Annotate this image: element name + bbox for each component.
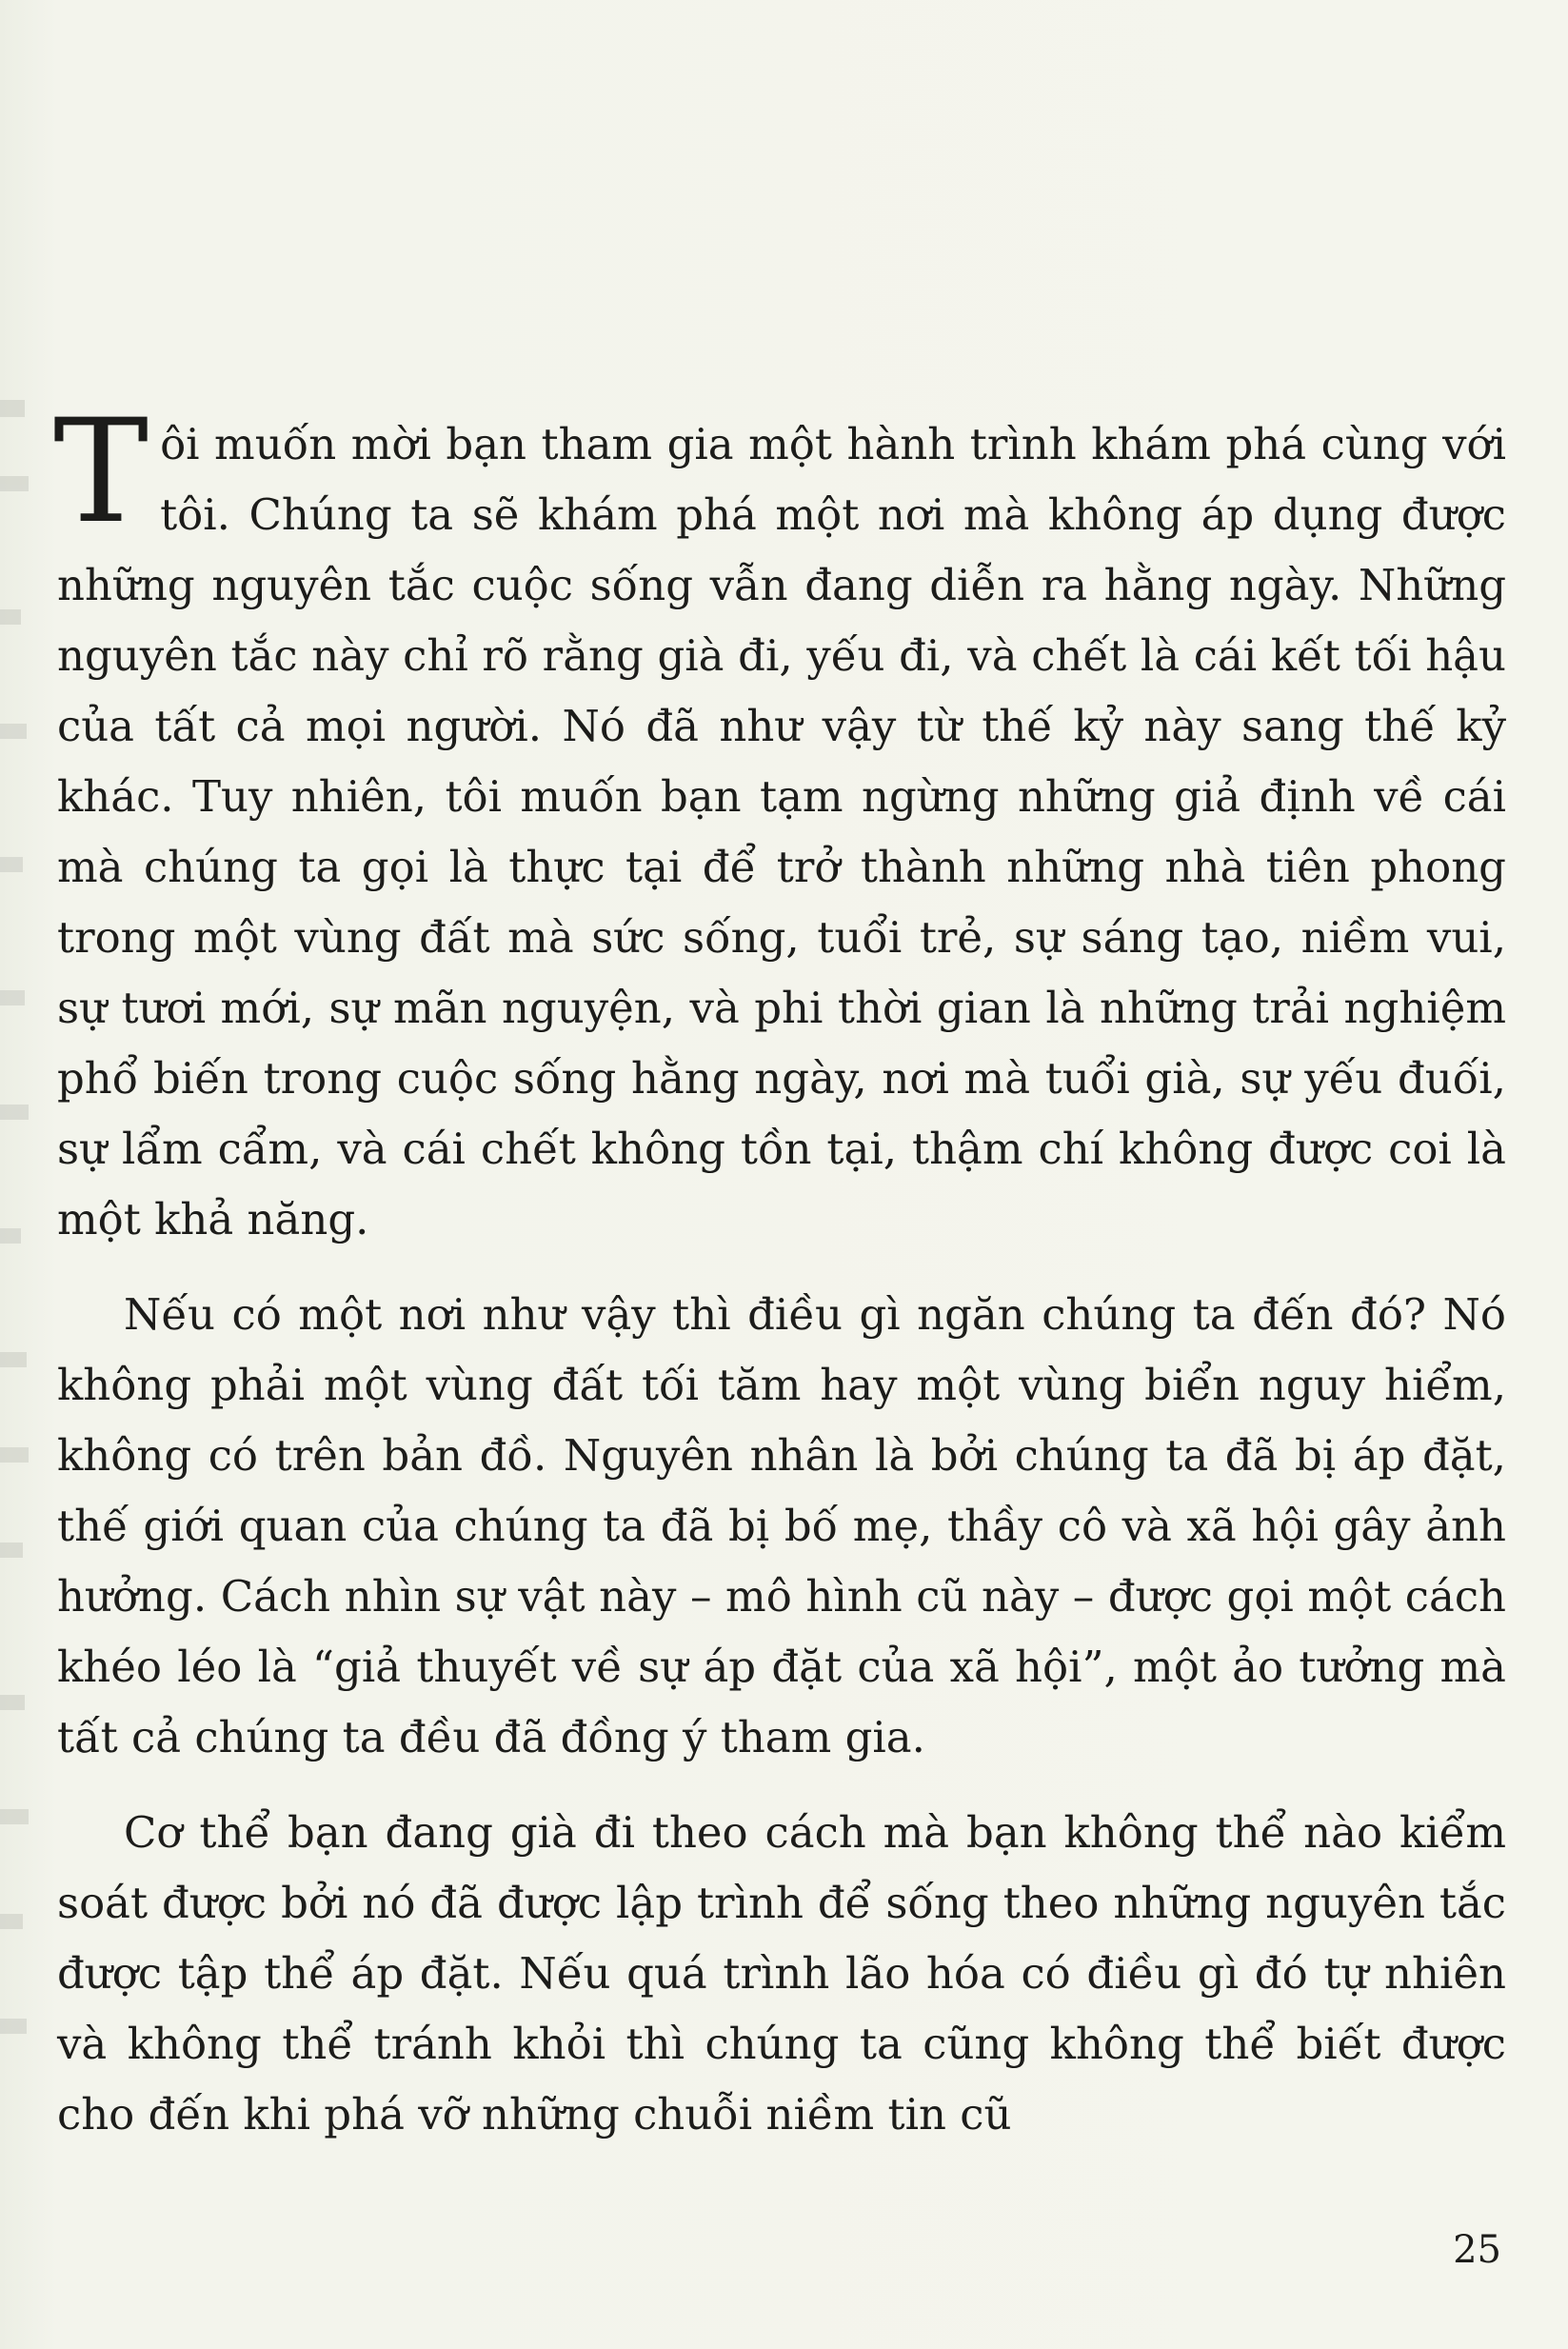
show-through-mark bbox=[0, 1228, 21, 1244]
show-through-mark bbox=[0, 857, 23, 872]
show-through-mark bbox=[0, 1105, 29, 1120]
body-text bbox=[53, 389, 1506, 2150]
show-through-mark bbox=[0, 1914, 23, 1929]
drop-cap: T bbox=[53, 389, 149, 555]
show-through-mark bbox=[0, 990, 25, 1005]
show-through-mark bbox=[0, 1809, 29, 1824]
page-number: 25 bbox=[1453, 2228, 1501, 2272]
show-through-mark bbox=[0, 609, 21, 625]
show-through-mark bbox=[0, 1352, 27, 1367]
show-through-mark bbox=[0, 476, 29, 491]
show-through-mark bbox=[0, 1447, 29, 1463]
show-through-mark bbox=[0, 1543, 23, 1558]
show-through-mark bbox=[0, 724, 27, 739]
show-through-mark bbox=[0, 1695, 25, 1710]
paragraph-2: Nếu có một nơi như vậy thì điều gì ngăn chúng ta đến đó? Nó không phải một vùng đất tối tăm hay một vùng biển nguy hiểm, không có trên bản đồ. Nguyên nhân là bởi chúng ta đã bị áp đặt, thế giới quan của chúng ta đã bị bố mẹ, thầy cô và xã hội gây ảnh hưởng. Cách nhìn sự vật này – mô hình cũ này – được gọi một cách khéo léo là “giả thuyết về sự áp đặt của xã hội”, một ảo tưởng mà tất cả chúng ta đều đã đồng ý tham gia. bbox=[57, 1289, 1506, 1762]
paragraph-1-text: ôi muốn mời bạn tham gia một hành trình khám phá cùng với tôi. Chúng ta sẽ khám phá một nơi mà không áp dụng được những nguyên tắc cuộc sống vẫn đang diễn ra hằng ngày. Những nguyên tắc này chỉ rõ rằng già đi, yếu đi, và chết là cái kết tối hậu của tất cả mọi người. Nó đã như vậy từ thế kỷ này sang thế kỷ khác. Tuy nhiên, tôi muốn bạn tạm ngừng những giả định về cái mà chúng ta gọi là thực tại để trở thành những nhà tiên phong trong một vùng đất mà sức sống, tuổi trẻ, sự sáng tạo, niềm vui, sự tươi mới, sự mãn nguyện, và phi thời gian là những trải nghiệm phổ biến trong cuộc sống hằng ngày, nơi mà tuổi già, sự yếu đuối, sự lẩm cẩm, và cái chết không tồn tại, thậm chí không được coi là một khả năng. bbox=[57, 419, 1506, 1244]
show-through-mark bbox=[0, 2019, 27, 2034]
show-through-mark bbox=[0, 400, 25, 417]
paragraph-3: Cơ thể bạn đang già đi theo cách mà bạn không thể nào kiểm soát được bởi nó đã được lập trình để sống theo những nguyên tắc được tập thể áp đặt. Nếu quá trình lão hóa có điều gì đó tự nhiên và không thể tránh khỏi thì chúng ta cũng không thể biết được cho đến khi phá vỡ những chuỗi niềm tin cũ bbox=[57, 1807, 1506, 2140]
paragraph-1 bbox=[53, 389, 1506, 1255]
